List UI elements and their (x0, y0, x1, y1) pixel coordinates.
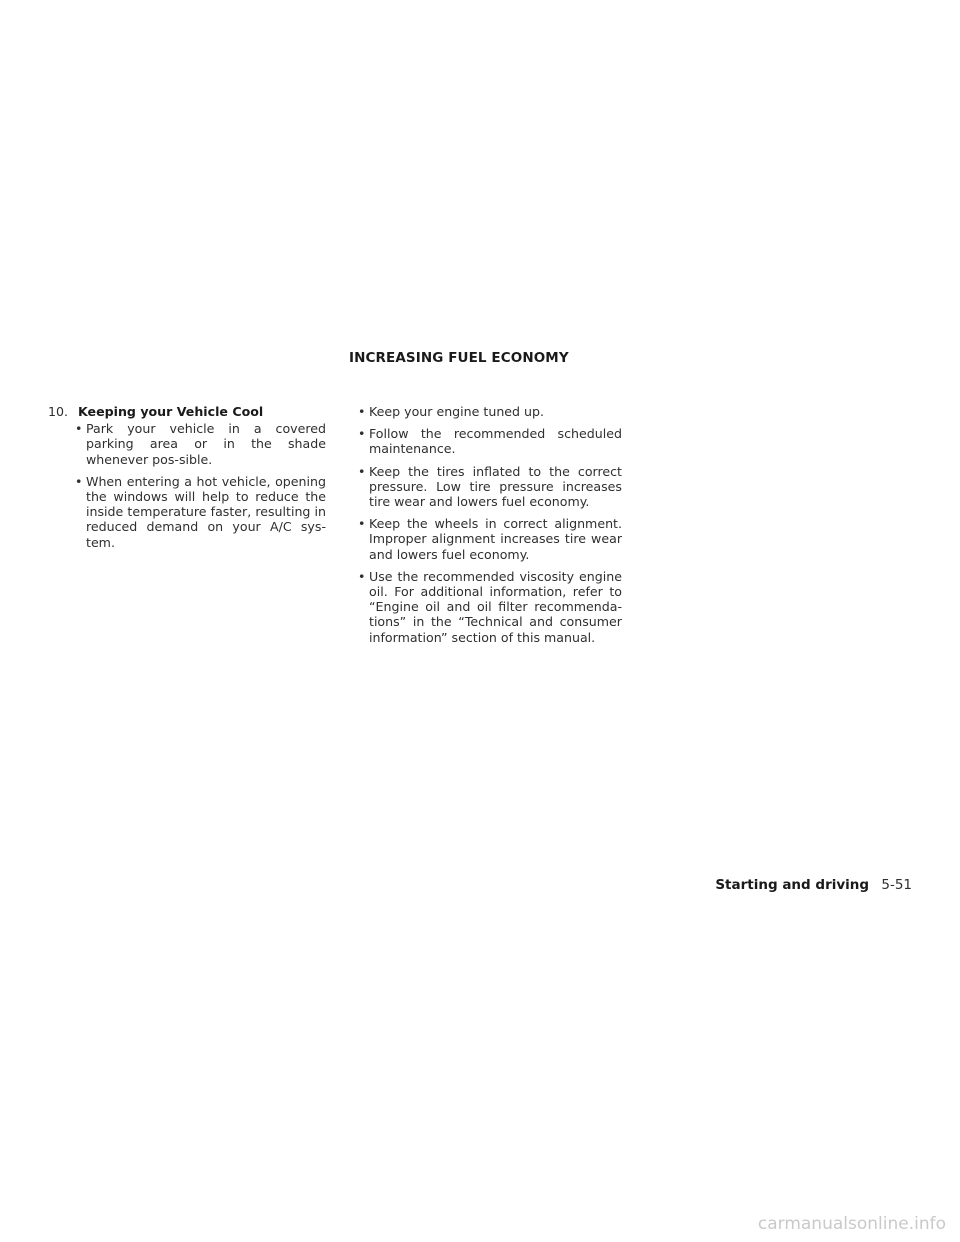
list-item-text: Keep the tires inflated to the correct pressure. Low tire pressure increases tire wear and lowers fuel economy. (369, 463, 622, 510)
right-column (358, 404, 622, 652)
bullet-icon: • (358, 426, 366, 442)
list-item-text: Follow the recommended scheduled maintenance. (369, 426, 622, 457)
list-item (358, 516, 622, 562)
watermark-link[interactable]: carmanualsonline.info (757, 1214, 946, 1234)
bullet-icon: • (75, 473, 83, 489)
list-item (358, 426, 622, 456)
bullet-icon: • (75, 421, 83, 437)
right-bullet-list (358, 404, 622, 645)
list-item-text: Keep your engine tuned up. (369, 404, 545, 419)
item-number: 10. (48, 404, 69, 419)
bullet-icon: • (358, 404, 366, 419)
left-bullet-list (48, 421, 326, 550)
bullet-icon: • (358, 463, 366, 479)
section-title: INCREASING FUEL ECONOMY (349, 350, 569, 366)
list-item (358, 464, 622, 510)
list-item-text: Park your vehicle in a covered parking area or in the shade whenever pos-sible. (86, 421, 326, 467)
page-footer (715, 877, 912, 893)
list-item-text: Use the recommended viscosity engine oil. For additional information, refer to “Engine oil and oil filter recommenda-tions” in the “Technical and consumer information” section of this manual. (369, 568, 622, 645)
page-number: 5-51 (881, 877, 912, 893)
list-item (358, 404, 622, 419)
list-item (75, 421, 326, 467)
list-item-text: Keep the wheels in correct alignment. Improper alignment increases tire wear and lowers fuel economy. (369, 516, 622, 562)
chapter-title: Starting and driving (715, 877, 870, 893)
bullet-icon: • (358, 568, 366, 584)
list-item-text: When entering a hot vehicle, opening the windows will help to reduce the inside temperature faster, resulting in reduced demand on your A/C sys-tem. (86, 473, 326, 550)
list-item (75, 474, 326, 550)
numbered-item-heading (48, 404, 326, 419)
bullet-icon: • (358, 516, 366, 532)
list-item (358, 569, 622, 645)
item-title: Keeping your Vehicle Cool (78, 404, 264, 419)
left-column (48, 404, 326, 557)
